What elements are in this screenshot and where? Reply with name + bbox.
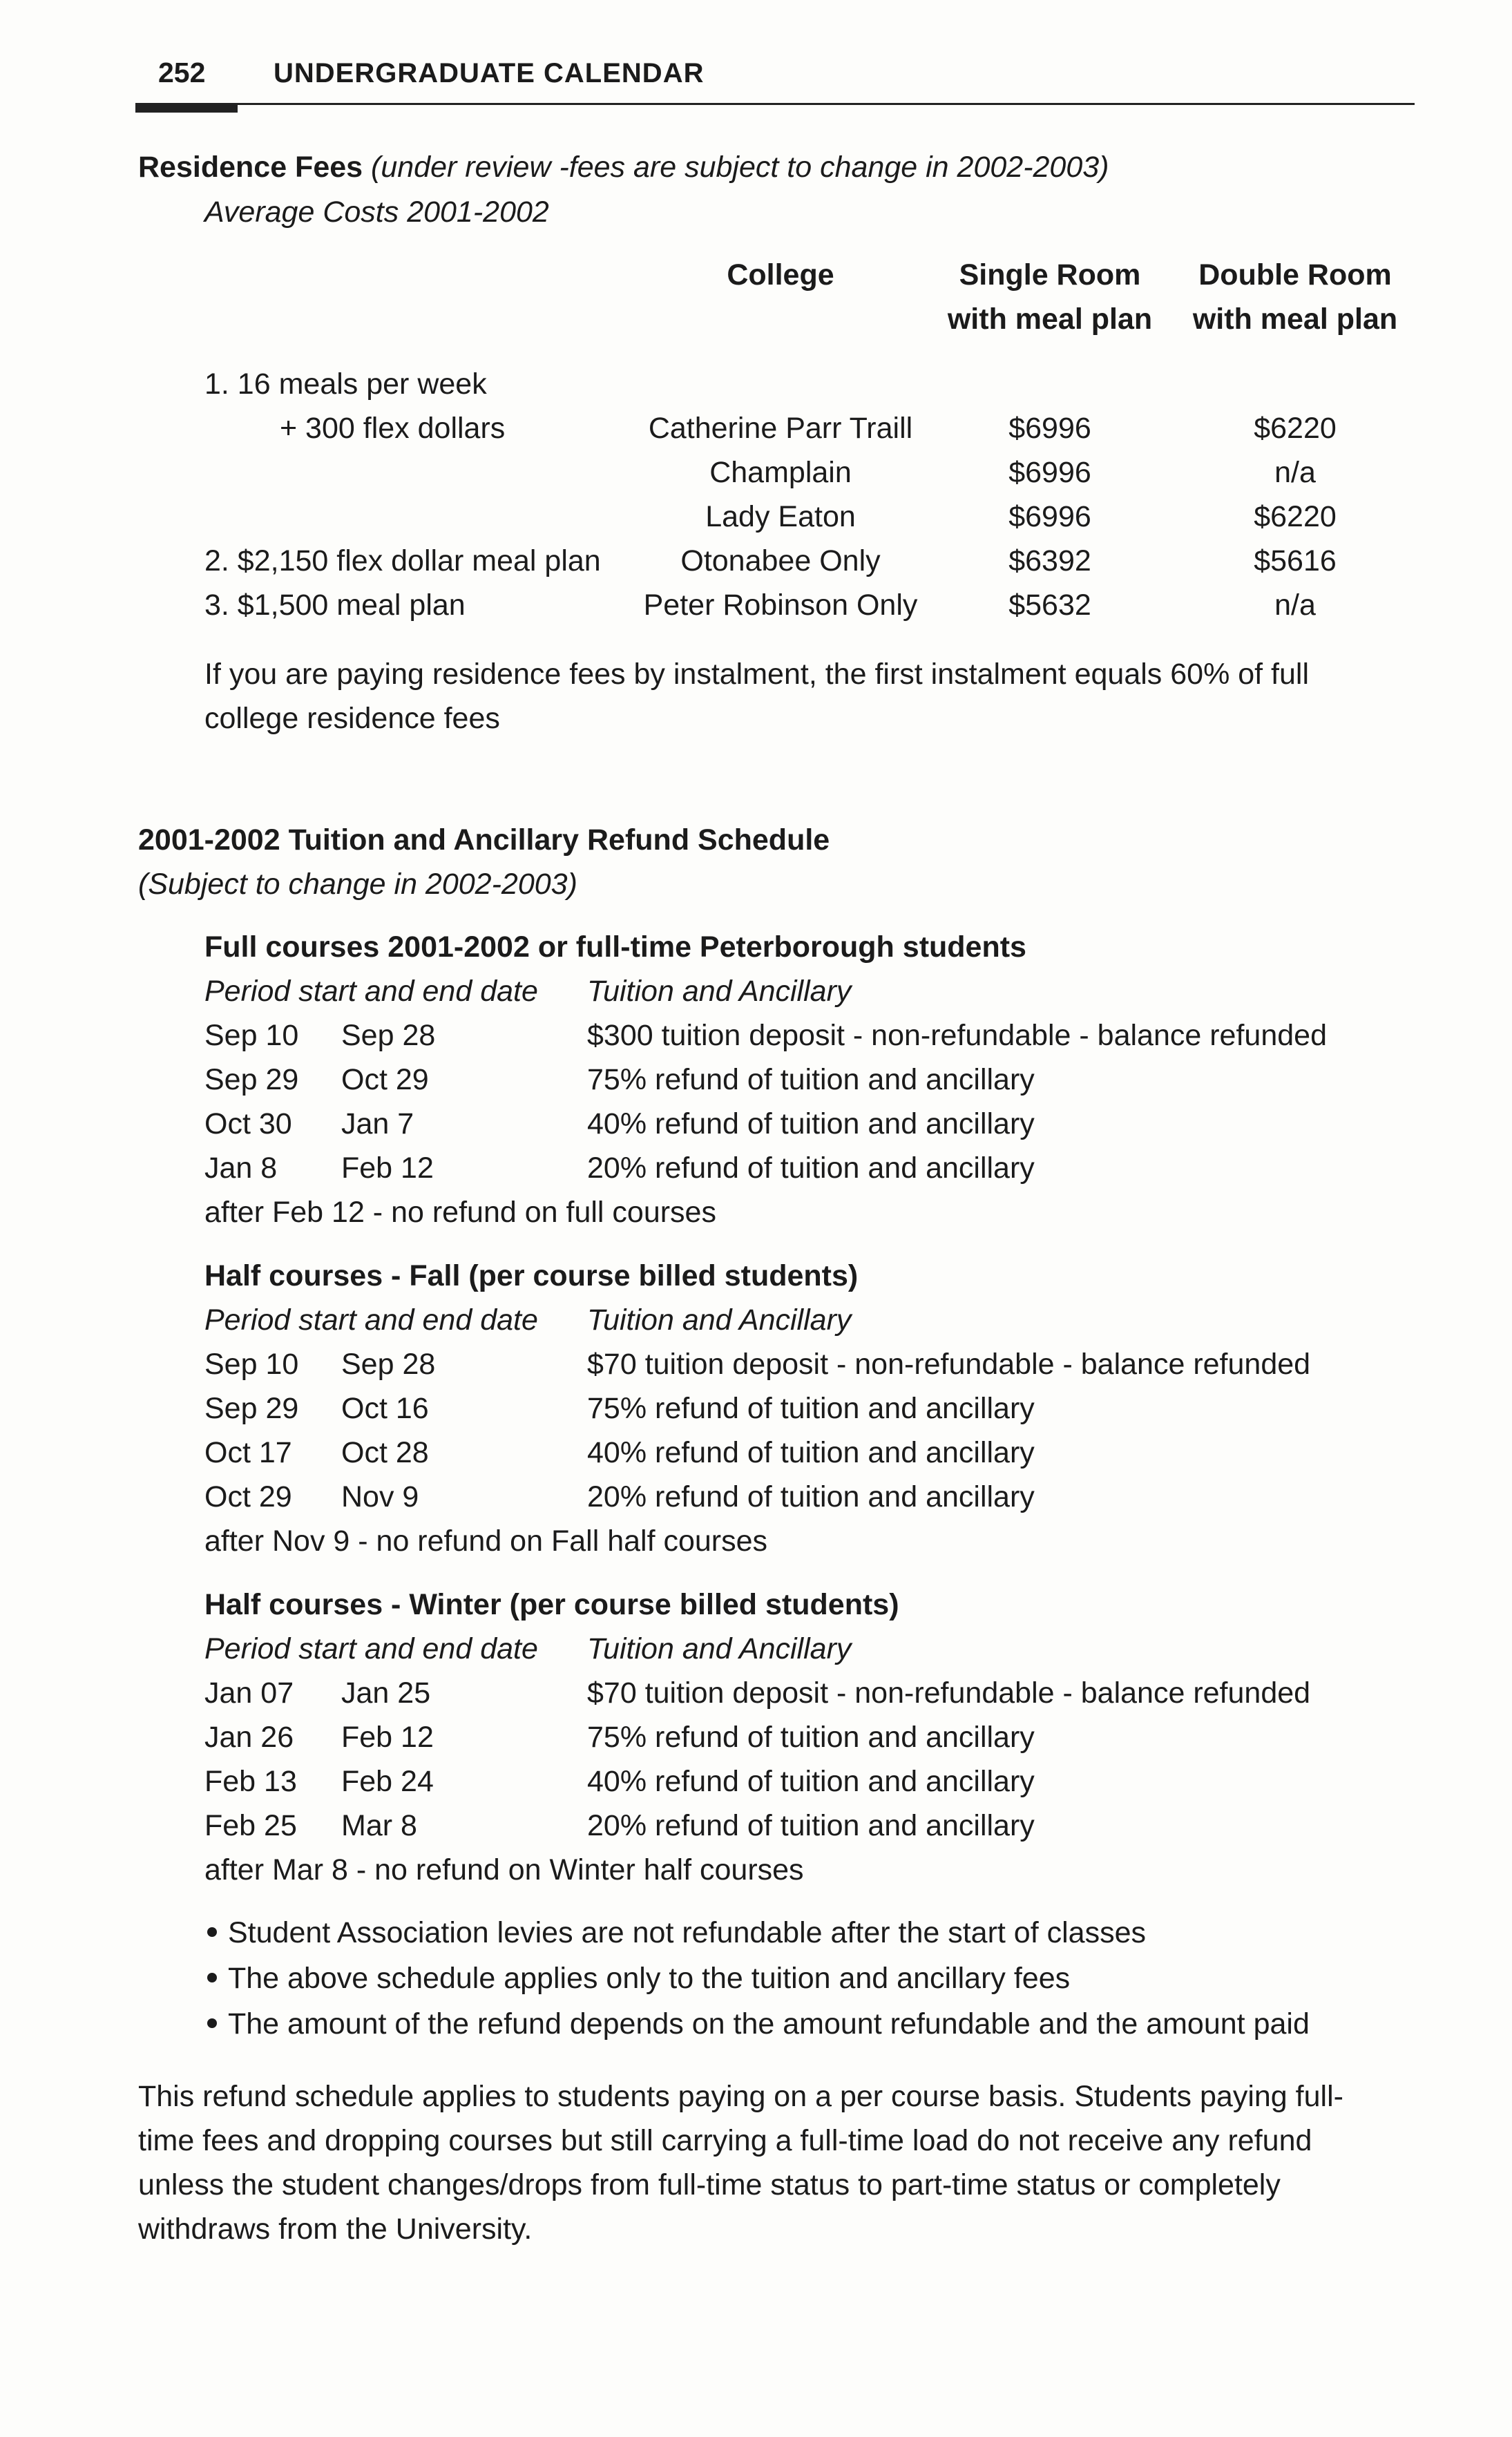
- section-heading: Half courses - Fall (per course billed students): [204, 1259, 859, 1292]
- period-start: Oct 29: [204, 1480, 292, 1513]
- college-name: Peter Robinson Only: [643, 589, 918, 622]
- college-name: Otonabee Only: [680, 544, 881, 577]
- col-period: Period start and end date: [204, 1632, 538, 1665]
- refund-desc: $300 tuition deposit - non-refundable - balance refunded: [587, 1019, 1327, 1052]
- col-double-line2: with meal plan: [1192, 303, 1398, 336]
- col-single-line1: Single Room: [959, 258, 1141, 292]
- college-name: Lady Eaton: [705, 500, 856, 533]
- page-number: 252: [158, 57, 206, 88]
- single-price: $6996: [1008, 500, 1091, 533]
- plan-label: + 300 flex dollars: [280, 412, 506, 445]
- bullet-text: The amount of the refund depends on the amount refundable and the amount paid: [228, 2007, 1310, 2041]
- period-start: Oct 30: [204, 1107, 292, 1140]
- refund-desc: 20% refund of tuition and ancillary: [587, 1151, 1035, 1185]
- period-start: Jan 8: [204, 1151, 278, 1185]
- period-end: Oct 29: [341, 1063, 429, 1096]
- plan-2-label: 2. $2,150 flex dollar meal plan: [204, 544, 601, 577]
- section-heading: Full courses 2001-2002 or full-time Peterborough students: [204, 930, 1026, 964]
- period-end: Jan 7: [341, 1107, 414, 1140]
- double-price: n/a: [1274, 456, 1316, 489]
- refund-desc: 40% refund of tuition and ancillary: [587, 1436, 1035, 1469]
- refund-desc: $70 tuition deposit - non-refundable - balance refunded: [587, 1676, 1311, 1710]
- bullet-dot: [207, 2018, 217, 2028]
- col-period: Period start and end date: [204, 1303, 538, 1337]
- refund-desc: 75% refund of tuition and ancillary: [587, 1721, 1035, 1754]
- single-price: $6392: [1008, 544, 1091, 577]
- col-single-line2: with meal plan: [947, 303, 1153, 336]
- period-end: Nov 9: [341, 1480, 419, 1513]
- period-start: Sep 10: [204, 1348, 299, 1381]
- col-double-line1: Double Room: [1198, 258, 1392, 292]
- bullet-dot: [207, 1973, 217, 1982]
- residence-title-line: [138, 151, 1109, 184]
- refund-desc: 75% refund of tuition and ancillary: [587, 1392, 1035, 1425]
- bullet-item: [207, 1962, 1070, 1996]
- period-end: Sep 28: [341, 1348, 436, 1381]
- double-price: $6220: [1254, 412, 1337, 445]
- double-price: n/a: [1274, 589, 1316, 622]
- period-end: Feb 12: [341, 1151, 434, 1185]
- running-header-title: UNDERGRADUATE CALENDAR: [274, 58, 705, 88]
- refund-desc: 20% refund of tuition and ancillary: [587, 1480, 1035, 1513]
- closing-paragraph: This refund schedule applies to students paying on a per course basis. Students paying full-time fees and dropping courses but still carrying a full-time load do not receive any refund unless the student changes/drops from full-time status to part-time status or completely withdraws from the University.: [138, 2080, 1343, 2246]
- residence-title-note: (under review -fees are subject to change in 2002-2003): [371, 151, 1109, 184]
- double-price: $5616: [1254, 544, 1337, 577]
- period-start: Sep 10: [204, 1019, 299, 1052]
- refund-desc: 75% refund of tuition and ancillary: [587, 1063, 1035, 1096]
- header-rule: [135, 103, 1415, 105]
- plan-1-label: 1. 16 meals per week: [204, 367, 487, 401]
- refund-desc: 20% refund of tuition and ancillary: [587, 1809, 1035, 1842]
- bullet-text: The above schedule applies only to the tuition and ancillary fees: [228, 1962, 1071, 1995]
- bullet-item: [207, 2007, 1310, 2041]
- bullet-item: [207, 1916, 1146, 1950]
- residence-instalment-note: If you are paying residence fees by instalment, the first instalment equals 60% of full college residence fees: [204, 658, 1310, 735]
- col-tuition: Tuition and Ancillary: [587, 1303, 852, 1337]
- period-end: Jan 25: [341, 1676, 431, 1710]
- after-note: after Feb 12 - no refund on full courses: [204, 1196, 716, 1229]
- period-start: Feb 25: [204, 1809, 297, 1842]
- period-end: Sep 28: [341, 1019, 436, 1052]
- col-tuition: Tuition and Ancillary: [587, 1632, 852, 1665]
- refund-desc: 40% refund of tuition and ancillary: [587, 1765, 1035, 1798]
- header-rule-accent: [135, 103, 238, 113]
- section-heading: Half courses - Winter (per course billed students): [204, 1588, 899, 1621]
- after-note: after Nov 9 - no refund on Fall half courses: [204, 1525, 768, 1558]
- single-price: $6996: [1008, 456, 1091, 489]
- col-tuition: Tuition and Ancillary: [587, 975, 852, 1008]
- period-start: Sep 29: [204, 1063, 299, 1096]
- plan-3-label: 3. $1,500 meal plan: [204, 589, 466, 622]
- col-college: College: [727, 258, 834, 292]
- period-end: Mar 8: [341, 1809, 417, 1842]
- bullet-text: Student Association levies are not refundable after the start of classes: [228, 1916, 1146, 1949]
- refund-desc: $70 tuition deposit - non-refundable - balance refunded: [587, 1348, 1311, 1381]
- period-end: Oct 16: [341, 1392, 429, 1425]
- refund-desc: 40% refund of tuition and ancillary: [587, 1107, 1035, 1140]
- bullet-dot: [207, 1927, 217, 1937]
- period-end: Oct 28: [341, 1436, 429, 1469]
- period-start: Jan 07: [204, 1676, 294, 1710]
- single-price: $5632: [1008, 589, 1091, 622]
- col-period: Period start and end date: [204, 975, 538, 1008]
- period-start: Jan 26: [204, 1721, 294, 1754]
- college-name: Catherine Parr Traill: [648, 412, 913, 445]
- refund-title: 2001-2002 Tuition and Ancillary Refund Schedule: [138, 823, 830, 857]
- residence-subtitle: Average Costs 2001-2002: [204, 195, 549, 229]
- period-end: Feb 12: [341, 1721, 434, 1754]
- college-name: Champlain: [709, 456, 852, 489]
- period-end: Feb 24: [341, 1765, 434, 1798]
- single-price: $6996: [1008, 412, 1091, 445]
- refund-subtitle: (Subject to change in 2002-2003): [138, 868, 577, 901]
- after-note: after Mar 8 - no refund on Winter half courses: [204, 1853, 804, 1886]
- period-start: Sep 29: [204, 1392, 299, 1425]
- period-start: Feb 13: [204, 1765, 297, 1798]
- period-start: Oct 17: [204, 1436, 292, 1469]
- residence-title: Residence Fees: [138, 151, 363, 184]
- double-price: $6220: [1254, 500, 1337, 533]
